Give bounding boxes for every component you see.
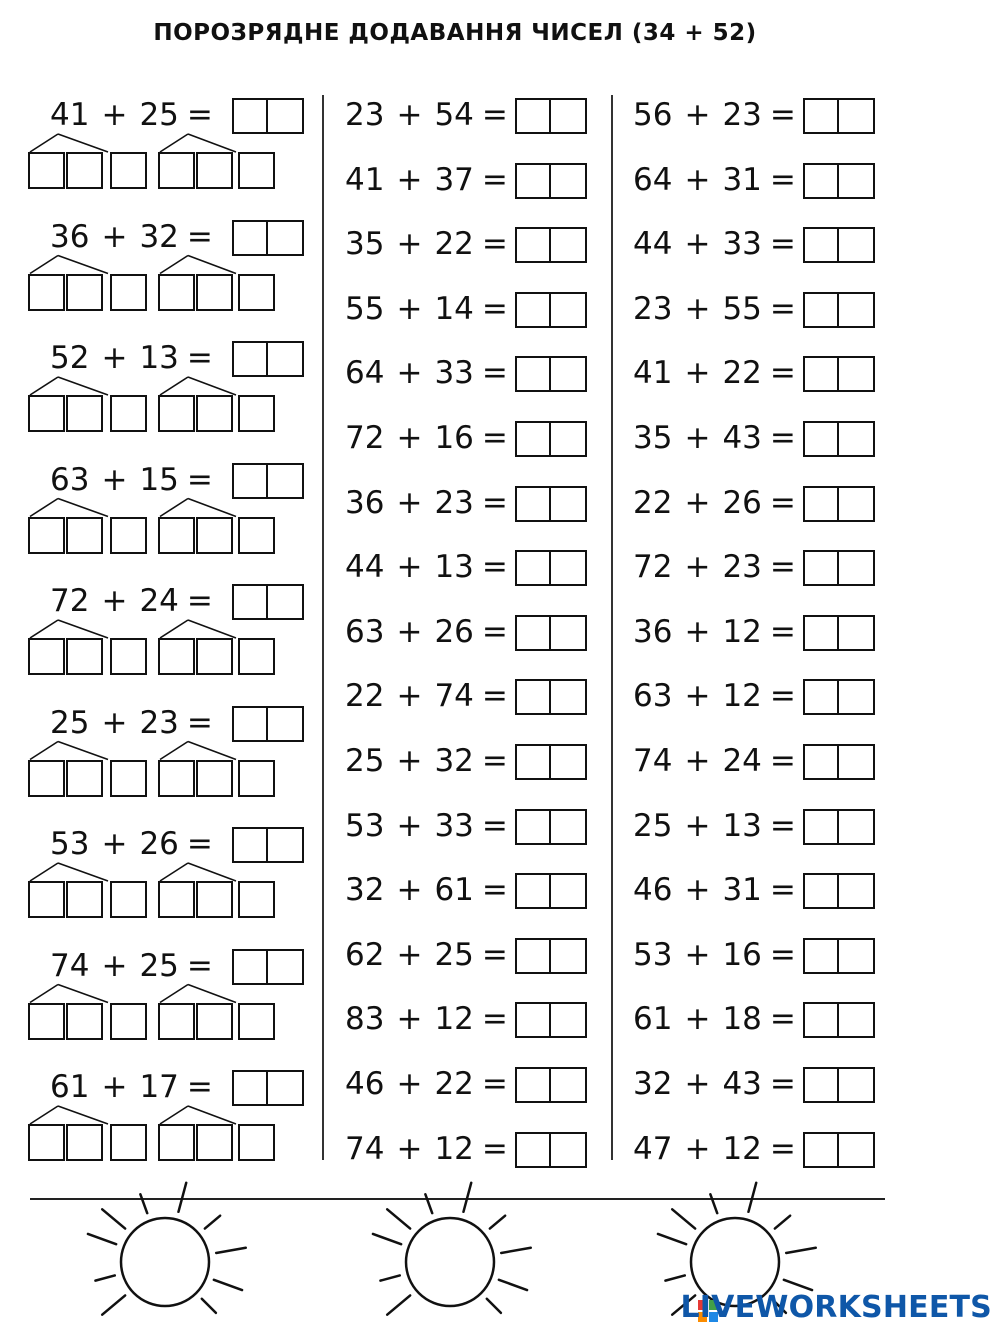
plus-sign: + <box>396 1130 423 1167</box>
plus-sign: + <box>101 461 128 498</box>
addend-b: 43 <box>722 420 762 456</box>
plus-sign: + <box>396 936 423 973</box>
addend-a: 53 <box>633 936 673 973</box>
plus-sign: + <box>684 161 711 198</box>
plus-sign: + <box>101 583 128 619</box>
sun-ray <box>214 1280 242 1290</box>
equals-sign: = <box>769 1066 796 1102</box>
equals-sign: = <box>769 872 796 909</box>
addend-b: 54 <box>434 97 474 133</box>
equals-sign: = <box>481 549 508 586</box>
plus-sign: + <box>396 807 423 844</box>
equals-sign: = <box>481 1066 508 1102</box>
equals-sign: = <box>769 678 796 715</box>
addend-a: 35 <box>345 226 385 263</box>
equals-sign: = <box>186 461 213 498</box>
addend-b: 12 <box>722 613 762 650</box>
addend-b: 25 <box>139 97 179 133</box>
addend-b: 31 <box>722 161 762 198</box>
addend-b: 22 <box>434 226 474 263</box>
sun-ray <box>487 1299 501 1313</box>
equals-sign: = <box>481 1130 508 1167</box>
plus-sign: + <box>684 1066 711 1102</box>
addend-b: 18 <box>722 1001 762 1038</box>
addend-b: 26 <box>139 826 179 862</box>
equals-sign: = <box>186 826 213 862</box>
addend-b: 32 <box>434 743 474 779</box>
plus-sign: + <box>101 340 128 376</box>
plus-sign: + <box>684 936 711 973</box>
sun-ray <box>786 1248 816 1253</box>
plus-sign: + <box>396 1066 423 1102</box>
addend-a: 53 <box>50 826 90 862</box>
addend-a: 56 <box>633 97 673 133</box>
brand-watermark: LIVEWORKSHEETS <box>680 1290 992 1325</box>
equals-sign: = <box>481 613 508 650</box>
addend-b: 24 <box>139 583 179 619</box>
plus-sign: + <box>684 743 711 779</box>
sun-ray <box>748 1183 756 1212</box>
addend-b: 23 <box>139 704 179 741</box>
equals-sign: = <box>769 743 796 779</box>
equals-sign: = <box>481 355 508 392</box>
addend-a: 55 <box>345 290 385 327</box>
plus-sign: + <box>101 218 128 255</box>
sun-ray <box>710 1194 717 1213</box>
plus-sign: + <box>684 807 711 844</box>
addend-a: 63 <box>345 613 385 650</box>
sun-circle <box>406 1218 494 1306</box>
addend-b: 55 <box>722 290 762 327</box>
addend-a: 41 <box>633 355 673 392</box>
equals-sign: = <box>481 743 508 779</box>
sun-ray <box>102 1209 125 1228</box>
addend-a: 63 <box>50 461 90 498</box>
addend-a: 36 <box>50 218 90 255</box>
equals-sign: = <box>186 583 213 619</box>
equals-sign: = <box>481 1001 508 1038</box>
equals-sign: = <box>769 549 796 586</box>
equals-sign: = <box>186 947 213 984</box>
plus-sign: + <box>684 484 711 521</box>
addend-a: 25 <box>345 743 385 779</box>
addend-a: 74 <box>50 947 90 984</box>
equals-sign: = <box>769 807 796 844</box>
addend-a: 41 <box>50 97 90 133</box>
addend-a: 63 <box>633 678 673 715</box>
plus-sign: + <box>684 290 711 327</box>
plus-sign: + <box>684 613 711 650</box>
sun-ray <box>102 1295 125 1314</box>
plus-sign: + <box>396 355 423 392</box>
equals-sign: = <box>481 290 508 327</box>
addend-b: 12 <box>434 1001 474 1038</box>
addend-a: 25 <box>50 704 90 741</box>
equals-sign: = <box>186 97 213 133</box>
addend-a: 22 <box>633 484 673 521</box>
addend-b: 12 <box>434 1130 474 1167</box>
plus-sign: + <box>684 420 711 456</box>
equals-sign: = <box>186 218 213 255</box>
plus-sign: + <box>396 420 423 456</box>
addend-b: 32 <box>139 218 179 255</box>
addend-a: 36 <box>345 484 385 521</box>
addend-b: 25 <box>139 947 179 984</box>
addend-b: 74 <box>434 678 474 715</box>
plus-sign: + <box>396 290 423 327</box>
equals-sign: = <box>481 936 508 973</box>
addend-a: 35 <box>633 420 673 456</box>
addend-b: 26 <box>434 613 474 650</box>
addend-b: 26 <box>722 484 762 521</box>
equals-sign: = <box>481 678 508 715</box>
equals-sign: = <box>481 161 508 198</box>
worksheet-title: ПОРОЗРЯДНЕ ДОДАВАННЯ ЧИСЕЛ (34 + 52) <box>153 20 757 46</box>
plus-sign: + <box>396 226 423 263</box>
addend-a: 74 <box>633 743 673 779</box>
addend-b: 14 <box>434 290 474 327</box>
sun-ray <box>775 1216 790 1229</box>
sun-ray <box>140 1194 147 1213</box>
plus-sign: + <box>396 872 423 909</box>
addend-b: 31 <box>722 872 762 909</box>
addend-b: 43 <box>722 1066 762 1102</box>
equals-sign: = <box>769 420 796 456</box>
sun-ray <box>501 1248 531 1253</box>
addend-b: 15 <box>139 461 179 498</box>
equals-sign: = <box>769 226 796 263</box>
sun-ray <box>95 1275 114 1280</box>
addend-a: 23 <box>345 97 385 133</box>
addend-b: 61 <box>434 872 474 909</box>
sun-ray <box>387 1209 410 1228</box>
addend-b: 33 <box>722 226 762 263</box>
addend-b: 12 <box>722 1130 762 1167</box>
equals-sign: = <box>186 704 213 741</box>
equals-sign: = <box>186 1069 213 1105</box>
plus-sign: + <box>684 355 711 392</box>
addend-a: 64 <box>345 355 385 392</box>
addend-a: 83 <box>345 1001 385 1038</box>
plus-sign: + <box>396 161 423 198</box>
addend-a: 32 <box>345 872 385 909</box>
equals-sign: = <box>481 484 508 521</box>
addend-a: 41 <box>345 161 385 198</box>
sun-ray <box>463 1183 471 1212</box>
equals-sign: = <box>769 1001 796 1038</box>
plus-sign: + <box>684 1001 711 1038</box>
addend-a: 61 <box>50 1069 90 1105</box>
equals-sign: = <box>769 1130 796 1167</box>
equals-sign: = <box>769 936 796 973</box>
addend-a: 61 <box>633 1001 673 1038</box>
sun-ray <box>373 1234 401 1244</box>
addend-a: 22 <box>345 678 385 715</box>
addend-a: 32 <box>633 1066 673 1102</box>
sun-ray <box>658 1234 686 1244</box>
addend-a: 52 <box>50 340 90 376</box>
plus-sign: + <box>101 1069 128 1105</box>
addend-b: 33 <box>434 807 474 844</box>
sun-ray <box>665 1275 684 1280</box>
addend-b: 13 <box>139 340 179 376</box>
plus-sign: + <box>101 947 128 984</box>
addend-a: 36 <box>633 613 673 650</box>
addend-a: 72 <box>633 549 673 586</box>
sun-ray <box>490 1216 505 1229</box>
equals-sign: = <box>481 420 508 456</box>
addend-a: 74 <box>345 1130 385 1167</box>
addend-a: 53 <box>345 807 385 844</box>
addend-b: 13 <box>434 549 474 586</box>
sun-circle <box>121 1218 209 1306</box>
plus-sign: + <box>396 613 423 650</box>
equals-sign: = <box>481 872 508 909</box>
addend-b: 23 <box>722 97 762 133</box>
sun-ray <box>216 1248 246 1253</box>
plus-sign: + <box>396 549 423 586</box>
addend-a: 46 <box>345 1066 385 1102</box>
addend-b: 24 <box>722 743 762 779</box>
addend-a: 46 <box>633 872 673 909</box>
equals-sign: = <box>769 484 796 521</box>
addend-a: 44 <box>633 226 673 263</box>
plus-sign: + <box>396 743 423 779</box>
addend-b: 22 <box>434 1066 474 1102</box>
plus-sign: + <box>101 704 128 741</box>
sun-ray <box>784 1280 812 1290</box>
sun-ray <box>205 1216 220 1229</box>
sun-ray <box>499 1280 527 1290</box>
equals-sign: = <box>481 226 508 263</box>
addend-a: 72 <box>50 583 90 619</box>
plus-sign: + <box>396 1001 423 1038</box>
addend-b: 12 <box>722 678 762 715</box>
equals-sign: = <box>769 290 796 327</box>
addend-b: 16 <box>434 420 474 456</box>
equals-sign: = <box>769 161 796 198</box>
sun-ray <box>672 1209 695 1228</box>
addend-b: 13 <box>722 807 762 844</box>
addend-b: 23 <box>434 484 474 521</box>
addend-a: 44 <box>345 549 385 586</box>
sun-ray <box>88 1234 116 1244</box>
plus-sign: + <box>684 872 711 909</box>
equals-sign: = <box>769 97 796 133</box>
addend-a: 64 <box>633 161 673 198</box>
equals-sign: = <box>769 613 796 650</box>
addend-a: 23 <box>633 290 673 327</box>
plus-sign: + <box>396 678 423 715</box>
plus-sign: + <box>684 678 711 715</box>
plus-sign: + <box>101 97 128 133</box>
equals-sign: = <box>186 340 213 376</box>
addend-b: 16 <box>722 936 762 973</box>
plus-sign: + <box>684 549 711 586</box>
addend-a: 25 <box>633 807 673 844</box>
addend-b: 25 <box>434 936 474 973</box>
equals-sign: = <box>769 355 796 392</box>
plus-sign: + <box>396 484 423 521</box>
equals-sign: = <box>481 97 508 133</box>
addend-a: 72 <box>345 420 385 456</box>
plus-sign: + <box>684 226 711 263</box>
plus-sign: + <box>101 826 128 862</box>
addend-a: 62 <box>345 936 385 973</box>
addend-b: 23 <box>722 549 762 586</box>
sun-ray <box>387 1295 410 1314</box>
addend-b: 33 <box>434 355 474 392</box>
sun-ray <box>380 1275 399 1280</box>
sun-ray <box>202 1299 216 1313</box>
plus-sign: + <box>396 97 423 133</box>
plus-sign: + <box>684 1130 711 1167</box>
sun-ray <box>178 1183 186 1212</box>
addend-a: 47 <box>633 1130 673 1167</box>
equals-sign: = <box>481 807 508 844</box>
plus-sign: + <box>684 97 711 133</box>
sun-ray <box>425 1194 432 1213</box>
addend-b: 22 <box>722 355 762 392</box>
addend-b: 37 <box>434 161 474 198</box>
addend-b: 17 <box>139 1069 179 1105</box>
